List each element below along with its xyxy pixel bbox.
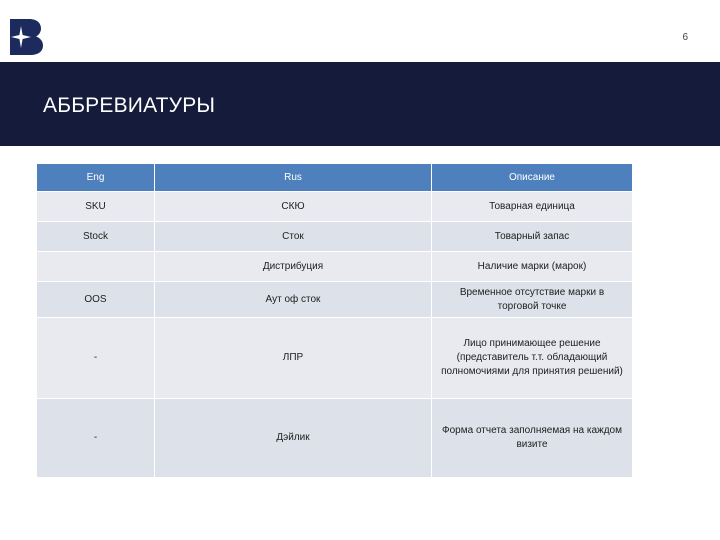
cell-description: Товарный запас (432, 222, 632, 252)
column-header-description: Описание (432, 164, 632, 192)
column-header-eng: Eng (37, 164, 155, 192)
cell-eng (37, 252, 155, 282)
cell-eng: - (37, 399, 155, 478)
cell-description: Товарная единица (432, 192, 632, 222)
cell-rus: Аут оф сток (155, 282, 432, 318)
cell-eng: - (37, 318, 155, 399)
brand-logo-icon (10, 19, 44, 55)
table-row (37, 192, 632, 222)
cell-rus: Сток (155, 222, 432, 252)
table-row (37, 222, 632, 252)
abbreviations-table (37, 164, 632, 478)
cell-description: Наличие марки (марок) (432, 252, 632, 282)
cell-description: Лицо принимающее решение (представитель т.т. обладающий полномочиями для принятия решений) (432, 318, 632, 399)
cell-description: Временное отсутствие марки в торговой точке (432, 282, 632, 318)
cell-description: Форма отчета заполняемая на каждом визите (432, 399, 632, 478)
column-header-rus: Rus (155, 164, 432, 192)
cell-eng: SKU (37, 192, 155, 222)
table-row (37, 252, 632, 282)
cell-rus: Дистрибуция (155, 252, 432, 282)
cell-rus: Дэйлик (155, 399, 432, 478)
cell-eng: OOS (37, 282, 155, 318)
page-number: 6 (682, 32, 688, 43)
table-row (37, 318, 632, 399)
cell-rus: СКЮ (155, 192, 432, 222)
cell-eng: Stock (37, 222, 155, 252)
cell-rus: ЛПР (155, 318, 432, 399)
table-row (37, 282, 632, 318)
table-header-row (37, 164, 632, 192)
table-row (37, 399, 632, 478)
slide-title: АББРЕВИАТУРЫ (43, 94, 216, 117)
